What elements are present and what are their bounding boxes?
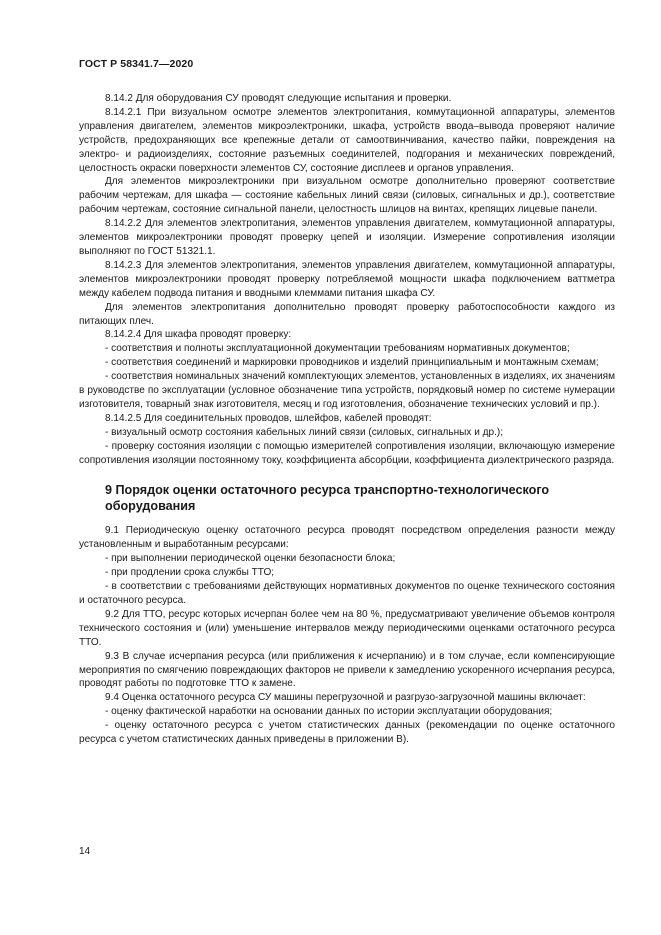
- list-item: - оценку остаточного ресурса с учетом статистических данных (рекомендации по оценке остаточного ресурса с учетом статистических данных приведены в приложении В).: [79, 720, 615, 746]
- document-body: [79, 92, 615, 747]
- list-item: - при выполнении периодической оценки безопасности блока;: [105, 553, 396, 565]
- paragraph-8-14-2: 8.14.2 Для оборудования СУ проводят следующие испытания и проверки.: [105, 93, 452, 104]
- paragraph-8-14-2-3: 8.14.2.3 Для элементов электропитания, элементов управления двигателем, коммутационной аппаратуры, элементов микроэлектроники проводят проверку потребляемой мощности шкафа подключением ваттметра между кабелем подвода питания и вводными клеммами питания шкафа СУ.: [79, 259, 615, 299]
- list-item: - в соответствии с требованиями действующих нормативных документов по оценке технического состояния и остаточного ресурса.: [79, 581, 615, 606]
- list-item: - соответствия номинальных значений комплектующих элементов, установленных в изделиях, их значениям в руководстве по эксплуатации (условное обозначение типа устройств, порядковый номер по системе нумерации изготовителя, товарный знак изготовителя, месяц и год изготовления, обозначение технических условий и пр.).: [79, 371, 615, 410]
- paragraph-power-arms-check: Для элементов электропитания дополнительно проводят проверку работоспособности каждого из питающих плеч.: [79, 301, 615, 327]
- paragraph-9-4: 9.4 Оценка остаточного ресурса СУ машины перегрузочной и разгрузо-загрузочной машины включает:: [105, 692, 586, 704]
- paragraph-9-1: 9.1 Периодическую оценку остаточного ресурса проводят посредством определения разности между установленным и выработанным ресурсами:: [79, 525, 615, 551]
- paragraph-9-2: 9.2 Для ТТО, ресурс которых исчерпан более чем на 80 %, предусматривают увеличение объемов контроля технического состояния и (или) уменьшение интервалов между периодическими оценками остаточного ресурса ТТО.: [79, 608, 615, 648]
- paragraph-9-3: 9.3 В случае исчерпания ресурса (или приближения к исчерпанию) и в том случае, если компенсирующие мероприятия по смягчению повреждающих факторов не привели к замедлению ускоренного исчерпания ресурса, проводят работы по подготовке ТТО к замене.: [79, 650, 615, 690]
- document-code: ГОСТ Р 58341.7—2020: [79, 58, 194, 70]
- paragraph-microelectronics-inspection: Для элементов микроэлектроники при визуальном осмотре дополнительно проверяют соответствие рабочим чертежам, для шкафа — состояние кабельных линий связи (силовых, сигнальных и др.), соответствие рабочим чертежам, состояние сигнальной панели, целостность шлицов на винтах, крепящих лицевые панели.: [79, 176, 615, 216]
- list-item: - при продлении срока службы ТТО;: [105, 567, 275, 579]
- list-item: - соответствия соединений и маркировки проводников и изделий принципиальным и монтажным схемам;: [105, 357, 599, 369]
- paragraph-8-14-2-4: 8.14.2.4 Для шкафа проводят проверку:: [105, 329, 292, 341]
- list-item: - соответствия и полноты эксплуатационной документации требованиям нормативных документов;: [105, 343, 570, 355]
- list-item: - оценку фактической наработки на основании данных по истории эксплуатации оборудования;: [105, 706, 553, 718]
- list-item: - визуальный осмотр состояния кабельных линий связи (силовых, сигнальных и др.);: [105, 426, 503, 438]
- paragraph-8-14-2-1: 8.14.2.1 При визуальном осмотре элементов электропитания, коммутационной аппаратуры, элементов управления двигателем, элементов микроэлектроники, шкафа, устройств ввода–вывода проверяют наличие устройств, предохраняющих все крепежные детали от самоотвинчивания, качество пайки, повреждения на электро- и радиоизделиях, состояние разъемных соединителей, подгорания и механических повреждений, целостность окраски поверхности элементов СУ, состояние дисплеев и органов управления.: [79, 106, 615, 174]
- section-9-heading: 9 Порядок оценки остаточного ресурса транспортно-технологического оборудования: [105, 483, 550, 514]
- list-item: - проверку состояния изоляции с помощью измерителей сопротивления изоляции, включающую измерение сопротивления изоляции постоянному току, коэффициента абсорбции, коэффициента диэлектрического разряда.: [79, 440, 615, 466]
- page-number: 14: [79, 846, 91, 857]
- paragraph-8-14-2-2: 8.14.2.2 Для элементов электропитания, элементов управления двигателем, коммутационной аппаратуры, элементов микроэлектроники проводят проверку цепей и изоляции. Измерение сопротивления изоляции выполняют по ГОСТ 51321.1.: [79, 218, 615, 257]
- paragraph-8-14-2-5: 8.14.2.5 Для соединительных проводов, шлейфов, кабелей проводят:: [105, 412, 432, 424]
